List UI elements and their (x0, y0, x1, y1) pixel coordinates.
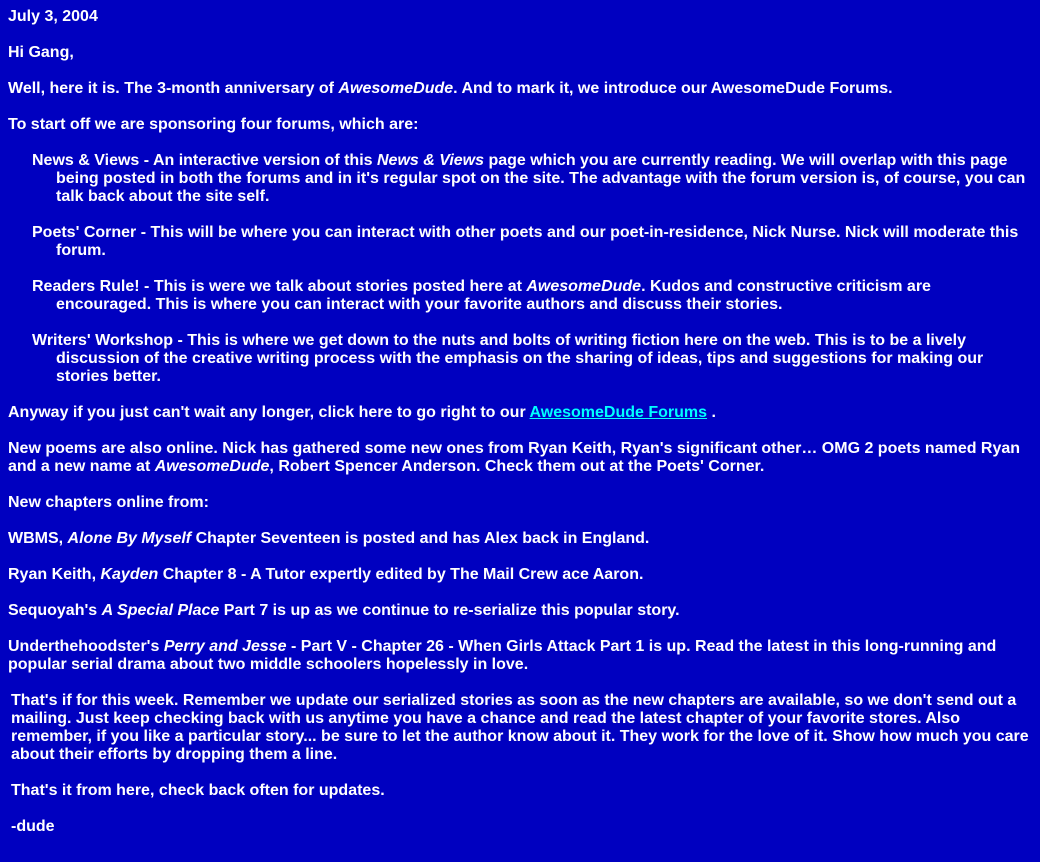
forum-readers-text-b: . Kudos and constructive criticism are encouraged. This is where you can interact with your favorite authors and discuss their stories. (56, 278, 931, 313)
intro-paragraph (8, 80, 1030, 98)
signoff-line (11, 782, 1040, 800)
chapter-sequoyah (8, 602, 1030, 620)
forum-writers-text: Writers' Workshop - This is where we get down to the nuts and bolts of writing fiction here on the web. This is to be a lively discussion of the creative writing process with the emphasis on the sharing of ideas, tips and suggestions for making our stories better. (32, 332, 984, 385)
forums-intro (8, 116, 1030, 134)
chapters-intro-text: New chapters online from: (8, 494, 209, 511)
forum-news-em: News & Views (377, 152, 485, 169)
forum-readers-em: AwesomeDude (526, 278, 642, 295)
date-text: July 3, 2004 (8, 8, 98, 25)
poems-text-b: , Robert Spencer Anderson. Check them out at the Poets' Corner. (269, 458, 765, 475)
chapter-wbms-text-b: Chapter Seventeen is posted and has Alex back in England. (191, 530, 650, 547)
anyway-text-b: . (707, 404, 716, 421)
closing-block (0, 692, 1040, 836)
intro-site-name: AwesomeDude (338, 80, 454, 97)
closing-paragraph (11, 692, 1040, 764)
greeting-line (8, 44, 1030, 62)
chapter-under-title: Perry and Jesse (163, 638, 287, 655)
chapter-wbms-title: Alone By Myself (67, 530, 192, 547)
forum-writers-workshop (32, 332, 1030, 386)
chapter-under-text-a: Underthehoodster's (8, 638, 164, 655)
intro-text-b: . And to mark it, we introduce our AwesomeDude Forums. (453, 80, 893, 97)
chapter-ryan-text-a: Ryan Keith, (8, 566, 101, 583)
forum-poets-corner (32, 224, 1030, 260)
date-line (8, 8, 1030, 26)
forum-readers-rule (32, 278, 1030, 314)
poems-paragraph (8, 440, 1030, 476)
forums-intro-text: To start off we are sponsoring four forums, which are: (8, 116, 419, 133)
chapter-under-text-b: - Part V - Chapter 26 - When Girls Attack Part 1 is up. Read the latest in this long-running and popular serial drama about two middle schoolers hopelessly in love. (8, 638, 997, 673)
greeting-text: Hi Gang, (8, 44, 74, 61)
anyway-paragraph (8, 404, 1030, 422)
signature-line (11, 818, 1040, 836)
anyway-text-a: Anyway if you just can't wait any longer, click here to go right to our (8, 404, 530, 421)
awesomedude-forums-link[interactable]: AwesomeDude Forums (529, 404, 708, 421)
chapter-wbms (8, 530, 1030, 548)
chapters-intro (8, 494, 1030, 512)
chapter-underthehoodster (8, 638, 1030, 674)
signoff-text: That's it from here, check back often for updates. (11, 782, 385, 799)
poems-text-a: New poems are also online. Nick has gathered some new ones from Ryan Keith, Ryan's significant other… OMG 2 poets named Ryan and a new name at (8, 440, 1021, 475)
chapter-ryan-title: Kayden (100, 566, 159, 583)
intro-text-a: Well, here it is. The 3-month anniversary of (8, 80, 339, 97)
signature-text: -dude (11, 818, 55, 835)
forum-poets-text: Poets' Corner - This will be where you can interact with other poets and our poet-in-residence, Nick Nurse. Nick will moderate this forum. (32, 224, 1019, 259)
forum-news-text-b: page which you are currently reading. We will overlap with this page being posted in both the forums and in it's regular spot on the site. The advantage with the forum version is, of course, you can talk back about the site self. (56, 152, 1026, 205)
chapter-ryan (8, 566, 1030, 584)
forum-readers-text-a: Readers Rule! - This is were we talk about stories posted here at (32, 278, 527, 295)
forum-news-text-a: News & Views - An interactive version of this (32, 152, 377, 169)
chapter-sequoyah-title: A Special Place (101, 602, 220, 619)
chapter-sequoyah-text-b: Part 7 is up as we continue to re-serialize this popular story. (219, 602, 680, 619)
chapter-sequoyah-text-a: Sequoyah's (8, 602, 102, 619)
poems-em: AwesomeDude (154, 458, 270, 475)
forum-news-views (32, 152, 1030, 206)
chapter-wbms-text-a: WBMS, (8, 530, 68, 547)
chapter-ryan-text-b: Chapter 8 - A Tutor expertly edited by The Mail Crew ace Aaron. (158, 566, 644, 583)
closing-text: That's if for this week. Remember we update our serialized stories as soon as the new chapters are available, so we don't send out a mailing. Just keep checking back with us anytime you have a chance and read the latest chapter of your favorite stores. Also remember, if you like a particular story... be sure to let the author know about it. They work for the love of it. Show how much you care about their efforts by dropping them a line. (11, 692, 1029, 763)
